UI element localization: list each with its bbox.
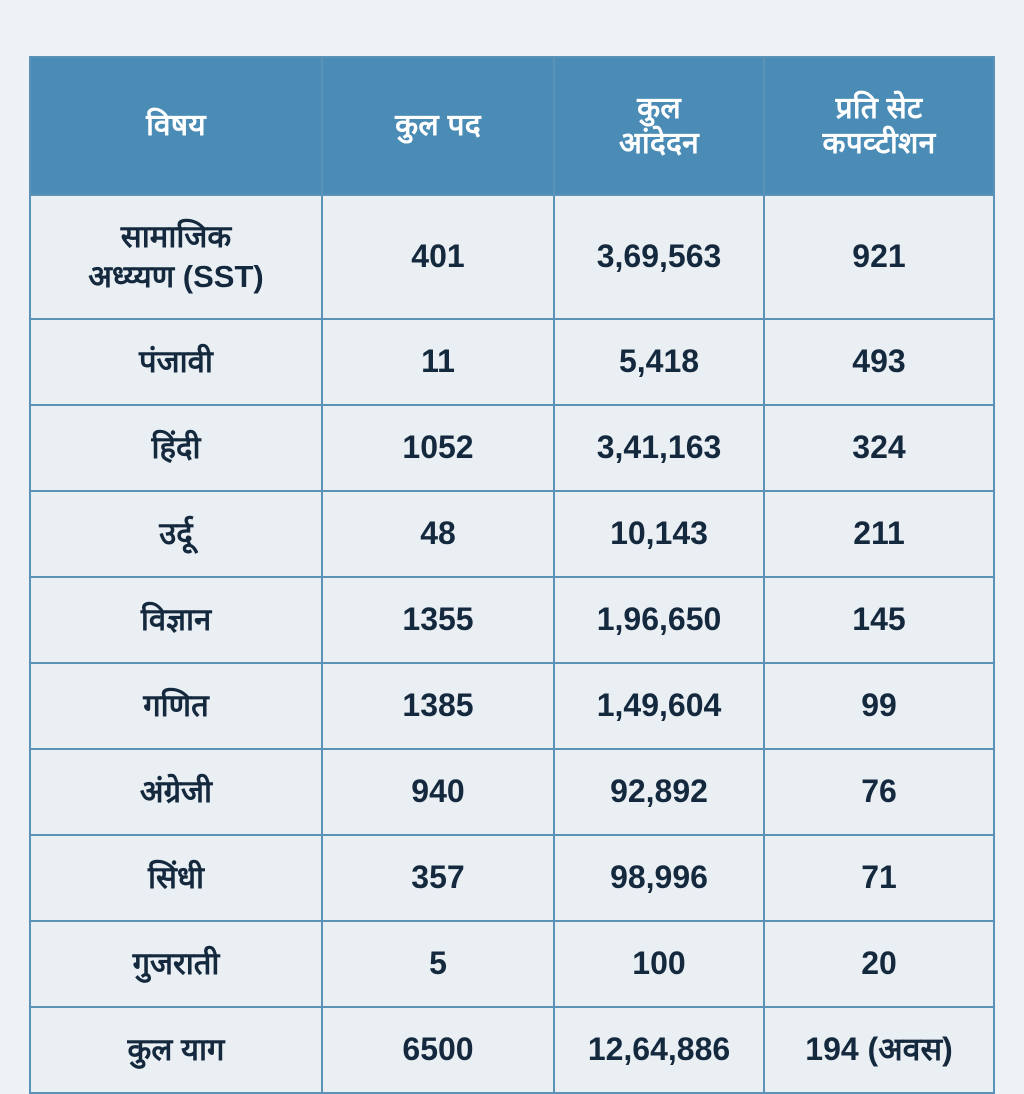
cell-subject: कुल याग [30, 1007, 322, 1093]
column-header-total-posts-line-1: कुल पद [395, 109, 481, 143]
table-row [30, 577, 994, 663]
cell-total-posts: 11 [322, 319, 554, 405]
column-header-subject [30, 57, 322, 195]
cell-total-applications: 3,69,563 [554, 195, 764, 319]
cell-subject-line-1: सामाजिक [120, 218, 232, 254]
cell-subject: हिंदी [30, 405, 322, 491]
cell-total-posts: 6500 [322, 1007, 554, 1093]
cell-subject-line-2: अध्य्यण (SST) [88, 259, 264, 294]
cell-total-posts: 1385 [322, 663, 554, 749]
cell-total-posts: 940 [322, 749, 554, 835]
cell-competition-per-seat: 99 [764, 663, 994, 749]
cell-competition-per-seat: 324 [764, 405, 994, 491]
table-row [30, 749, 994, 835]
cell-subject: अंग्रेजी [30, 749, 322, 835]
cell-total-posts: 1355 [322, 577, 554, 663]
cell-competition-per-seat: 921 [764, 195, 994, 319]
cell-total-applications: 92,892 [554, 749, 764, 835]
cell-subject: गणित [30, 663, 322, 749]
table-row [30, 663, 994, 749]
table-row [30, 921, 994, 1007]
cell-subject [30, 195, 322, 319]
column-header-competition-per-seat-line-1: प्रति सेट [835, 91, 923, 125]
table-body [30, 195, 994, 1093]
table-row [30, 405, 994, 491]
cell-total-posts: 1052 [322, 405, 554, 491]
column-header-subject-line-1: विषय [146, 109, 206, 143]
cell-total-applications: 10,143 [554, 491, 764, 577]
column-header-total-applications-line-2: आंदेदन [619, 127, 699, 160]
cell-competition-per-seat: 493 [764, 319, 994, 405]
table-header [30, 57, 994, 195]
cell-subject: पंजावी [30, 319, 322, 405]
table-header-row [30, 57, 994, 195]
subject-competition-table [29, 56, 995, 1094]
cell-total-applications: 5,418 [554, 319, 764, 405]
cell-total-applications: 1,96,650 [554, 577, 764, 663]
column-header-total-posts [322, 57, 554, 195]
table-row [30, 491, 994, 577]
cell-competition-per-seat: 145 [764, 577, 994, 663]
cell-total-posts: 401 [322, 195, 554, 319]
cell-total-posts: 5 [322, 921, 554, 1007]
cell-competition-per-seat: 76 [764, 749, 994, 835]
cell-subject: विज्ञान [30, 577, 322, 663]
cell-competition-per-seat: 71 [764, 835, 994, 921]
table-row [30, 319, 994, 405]
cell-subject: सिंधी [30, 835, 322, 921]
cell-total-applications: 12,64,886 [554, 1007, 764, 1093]
cell-competition-per-seat: 20 [764, 921, 994, 1007]
table-row [30, 195, 994, 319]
column-header-total-applications [554, 57, 764, 195]
table-row [30, 835, 994, 921]
cell-total-posts: 357 [322, 835, 554, 921]
cell-competition-per-seat: 211 [764, 491, 994, 577]
cell-competition-per-seat: 194 (अवस) [764, 1007, 994, 1093]
cell-subject: गुजराती [30, 921, 322, 1007]
cell-total-applications: 1,49,604 [554, 663, 764, 749]
column-header-total-applications-line-1: कुल [637, 91, 681, 125]
cell-subject: उर्दू [30, 491, 322, 577]
column-header-competition-per-seat [764, 57, 994, 195]
cell-total-applications: 98,996 [554, 835, 764, 921]
column-header-competition-per-seat-line-2: कपव्टीशन [822, 127, 936, 160]
cell-total-posts: 48 [322, 491, 554, 577]
cell-total-applications: 100 [554, 921, 764, 1007]
cell-total-applications: 3,41,163 [554, 405, 764, 491]
table-row-total [30, 1007, 994, 1093]
